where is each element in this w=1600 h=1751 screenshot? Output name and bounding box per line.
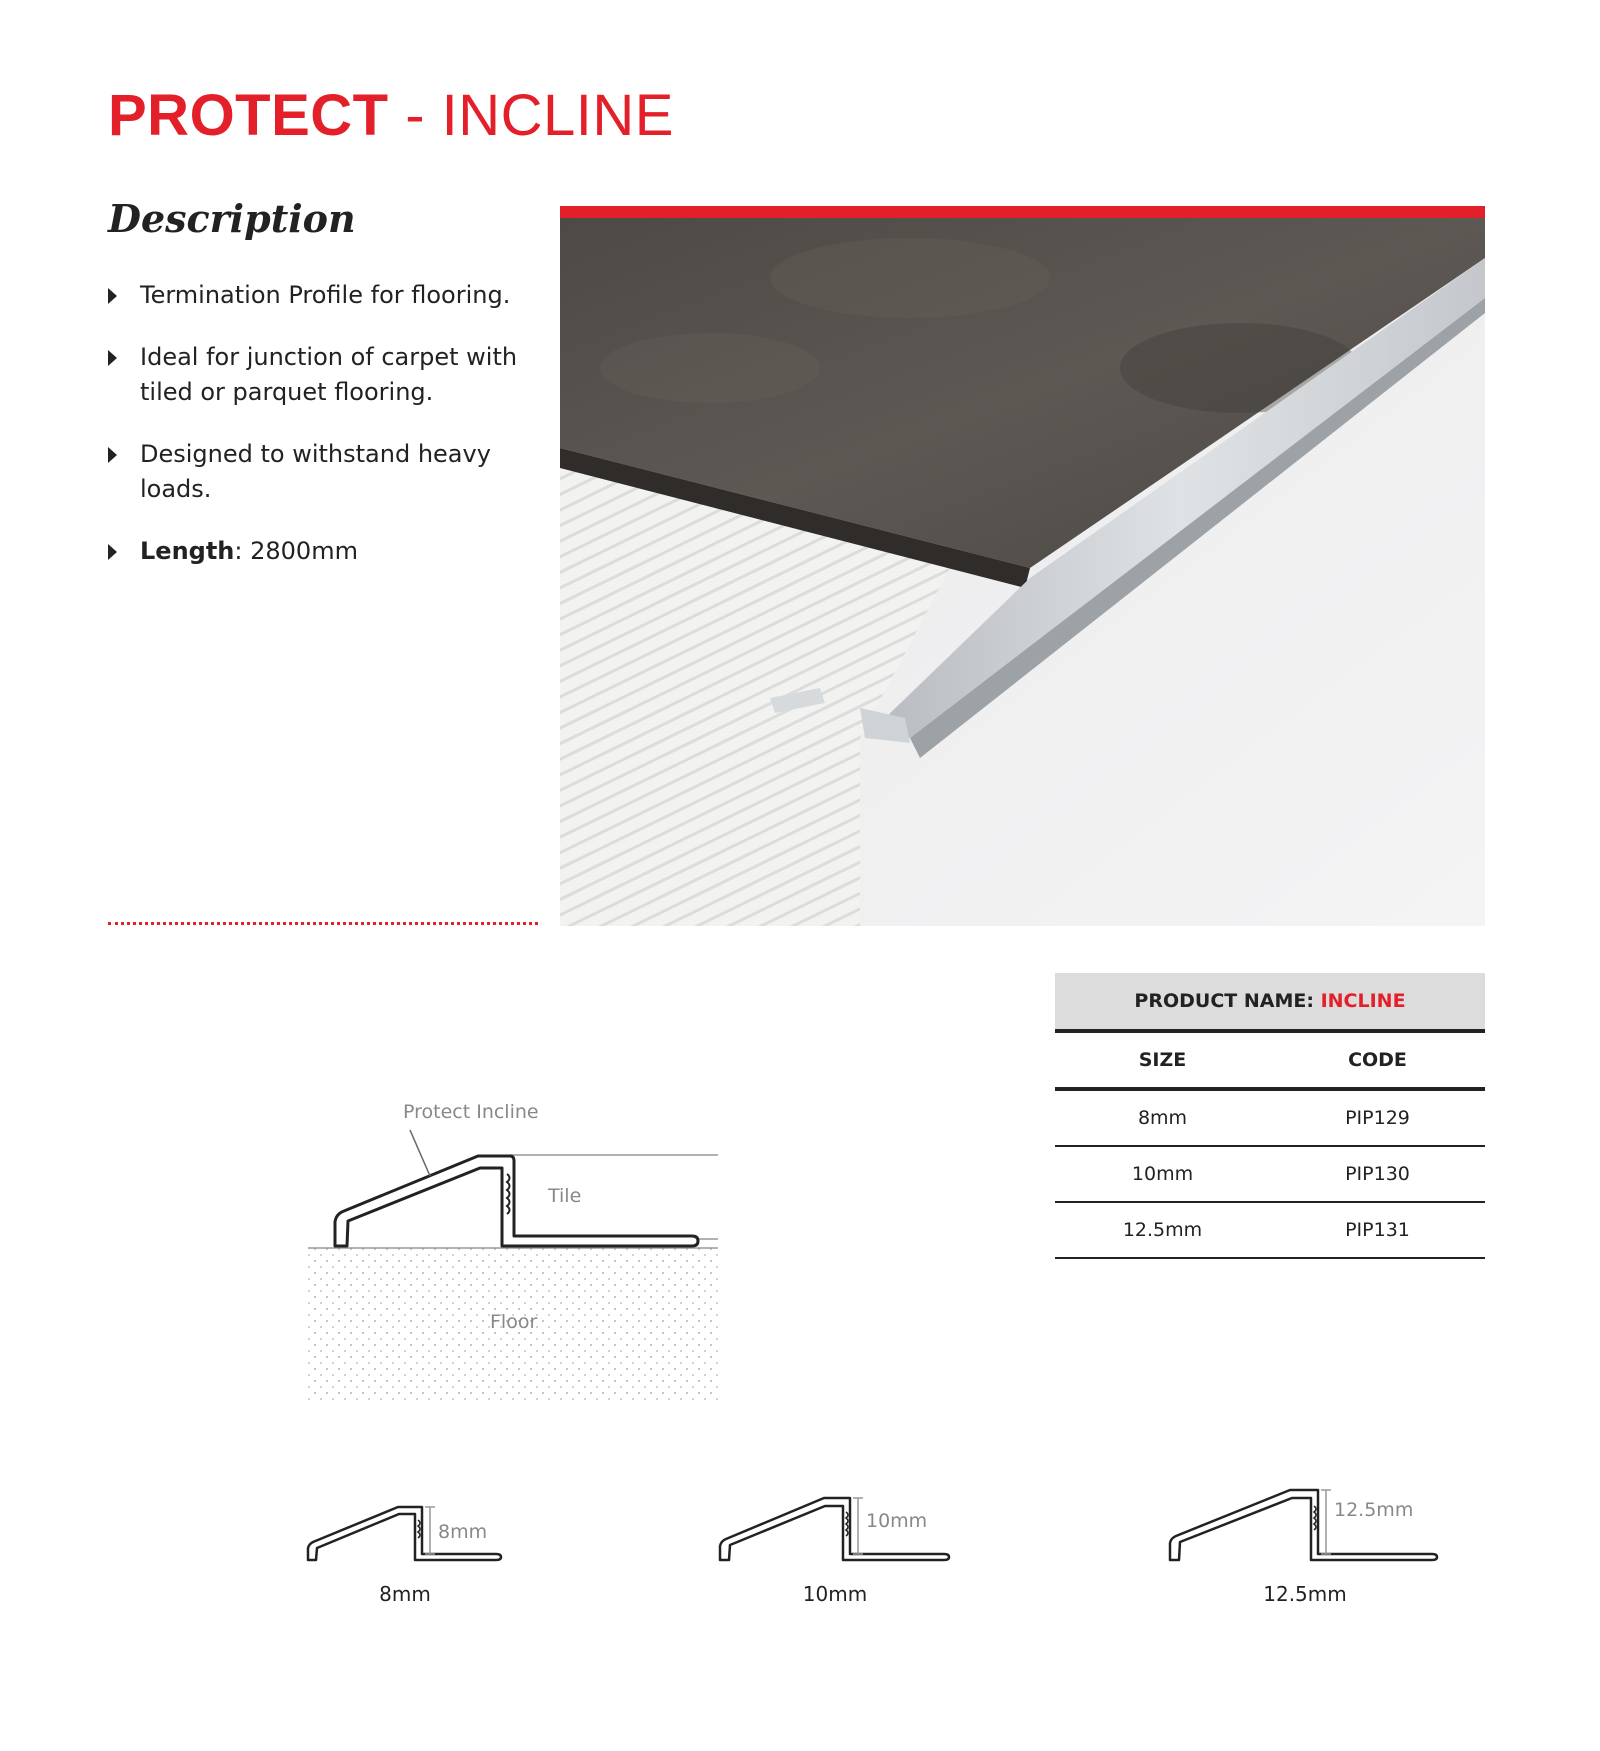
dimension-label: 12.5mm <box>1334 1499 1414 1521</box>
size-cell: 10mm <box>1131 1163 1194 1185</box>
profile-leader-line <box>410 1130 430 1176</box>
length-label: Length <box>140 537 235 565</box>
spec-table <box>1055 973 1485 1259</box>
length-value: : 2800mm <box>234 537 358 565</box>
size-cell: 8mm <box>1137 1107 1188 1129</box>
spec-table-header <box>1055 1033 1485 1091</box>
bullet-arrow-icon <box>108 288 117 304</box>
dimension-label: 8mm <box>438 1521 488 1543</box>
column-header-size: SIZE <box>1138 1049 1187 1071</box>
variant-12-5mm-diagram <box>1162 1470 1452 1565</box>
description-item: Ideal for junction of carpet with tiled or parquet flooring. <box>108 340 548 410</box>
installation-diagram <box>300 1090 740 1420</box>
product-photo <box>560 206 1485 926</box>
page-title <box>108 82 674 149</box>
description-item-length <box>108 534 548 569</box>
variant-caption: 10mm <box>802 1582 868 1606</box>
column-header-code: CODE <box>1348 1049 1407 1071</box>
description-list <box>108 278 548 596</box>
description-item: Designed to withstand heavy loads. <box>108 437 548 507</box>
title-product: - INCLINE <box>388 83 674 148</box>
floor-label: Floor <box>490 1311 538 1333</box>
variant-8mm-diagram <box>300 1490 520 1565</box>
bullet-arrow-icon <box>108 350 117 366</box>
variant-10mm-diagram <box>712 1478 962 1565</box>
code-cell: PIP130 <box>1345 1163 1410 1185</box>
profile-label: Protect Incline <box>403 1101 539 1123</box>
spec-table-title: PRODUCT NAME: INCLINE <box>1055 973 1485 1033</box>
code-cell: PIP131 <box>1345 1219 1410 1241</box>
dimension-label: 10mm <box>866 1510 928 1532</box>
profile-shape <box>335 1156 698 1246</box>
description-heading: Description <box>108 196 356 241</box>
table-row <box>1055 1147 1485 1203</box>
code-cell: PIP129 <box>1345 1107 1410 1129</box>
table-row <box>1055 1203 1485 1259</box>
tile-label: Tile <box>548 1185 582 1207</box>
bullet-arrow-icon <box>108 447 117 463</box>
product-name-value: INCLINE <box>1320 990 1406 1012</box>
description-item: Termination Profile for flooring. <box>108 278 548 313</box>
variant-caption: 12.5mm <box>1263 1582 1347 1606</box>
table-row <box>1055 1091 1485 1147</box>
dotted-divider <box>108 922 538 925</box>
bullet-arrow-icon <box>108 544 117 560</box>
variant-caption: 8mm <box>379 1582 431 1606</box>
size-cell: 12.5mm <box>1122 1219 1203 1241</box>
product-photo-illustration <box>560 218 1485 926</box>
title-brand: PROTECT <box>108 83 389 148</box>
